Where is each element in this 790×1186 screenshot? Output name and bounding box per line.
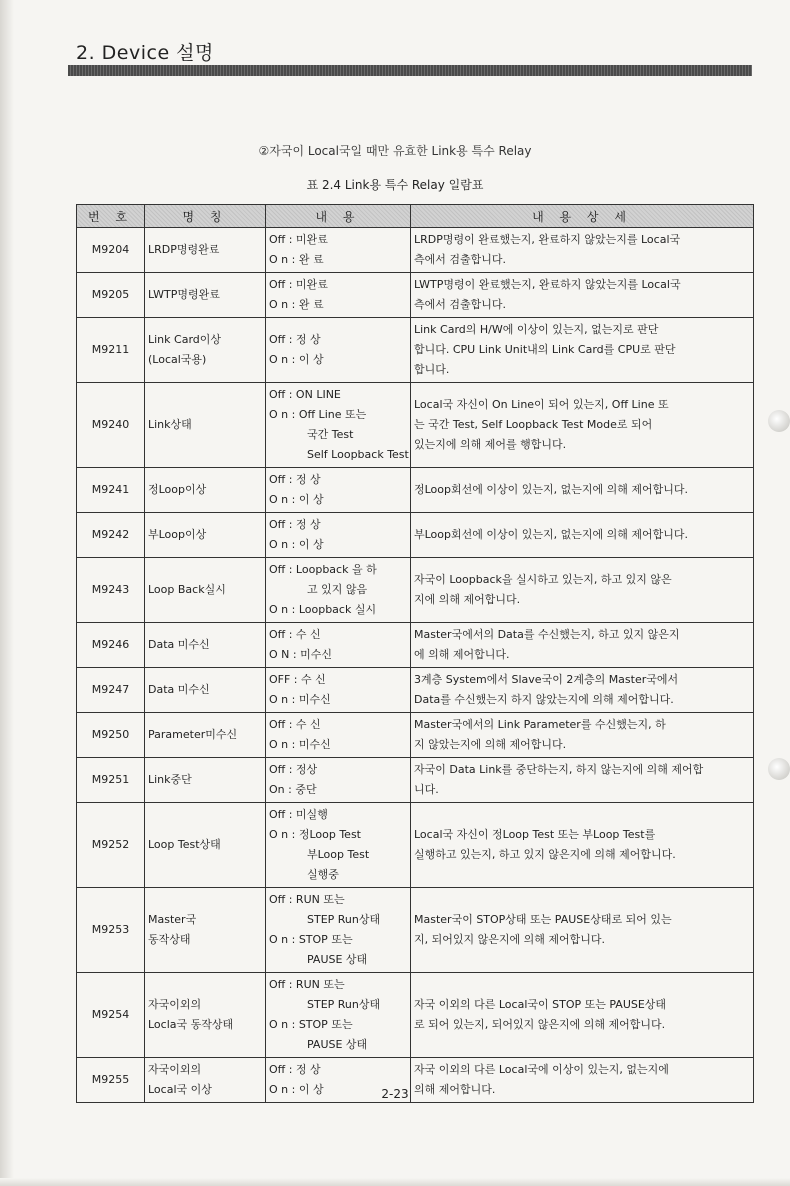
relay-status-line: Off : 미실행 bbox=[269, 808, 328, 821]
table-row bbox=[77, 273, 754, 318]
relay-name bbox=[145, 468, 266, 513]
relay-detail-line: Local국 자신이 정Loop Test 또는 부Loop Test를 bbox=[414, 828, 656, 841]
relay-name-line: 정Loop이상 bbox=[148, 483, 207, 496]
relay-status-line: O n : STOP 또는 bbox=[269, 933, 353, 946]
relay-status bbox=[266, 888, 411, 973]
relay-name-line: LRDP명령완료 bbox=[148, 243, 220, 256]
relay-detail-line: 자국 이외의 다른 Local국에 이상이 있는지, 없는지에 bbox=[414, 1063, 669, 1076]
relay-detail-line: 자국 이외의 다른 Local국이 STOP 또는 PAUSE상태 bbox=[414, 998, 667, 1011]
relay-detail-line: Link Card의 H/W에 이상이 있는지, 없는지로 판단 bbox=[414, 323, 659, 336]
relay-detail bbox=[411, 623, 754, 668]
relay-status bbox=[266, 273, 411, 318]
relay-name-line: 동작상태 bbox=[148, 933, 191, 946]
page-number: 2-23 bbox=[381, 1087, 409, 1101]
relay-number: M9254 bbox=[77, 973, 145, 1058]
relay-name-line: 부Loop이상 bbox=[148, 528, 207, 541]
relay-name-line: Master국 bbox=[148, 913, 197, 926]
relay-detail-line: 있는지에 의해 제어를 행합니다. bbox=[414, 438, 567, 451]
table-row bbox=[77, 713, 754, 758]
relay-detail bbox=[411, 468, 754, 513]
relay-number: M9250 bbox=[77, 713, 145, 758]
chapter-title: 2. Device 설명 bbox=[76, 42, 214, 64]
relay-detail-line: LRDP명령이 완료했는지, 완료하지 않았는지를 Local국 bbox=[414, 233, 681, 246]
page-bottom-shadow bbox=[0, 1178, 790, 1186]
header-number: 번 호 bbox=[77, 205, 145, 228]
relay-detail-line: 지 않았는지에 의해 제어합니다. bbox=[414, 738, 567, 751]
relay-status-line: O n : Loopback 실시 bbox=[269, 603, 377, 616]
relay-status-line: On : 중단 bbox=[269, 783, 317, 796]
relay-detail-line: 지, 되어있지 않은지에 의해 제어합니다. bbox=[414, 933, 605, 946]
relay-name-line: Link상태 bbox=[148, 418, 192, 431]
relay-name-line: (Local국용) bbox=[148, 353, 207, 366]
relay-status bbox=[266, 228, 411, 273]
relay-detail-line: LWTP명령이 완료했는지, 완료하지 않았는지를 Local국 bbox=[414, 278, 681, 291]
relay-number: M9246 bbox=[77, 623, 145, 668]
relay-name bbox=[145, 273, 266, 318]
table-row bbox=[77, 513, 754, 558]
relay-name bbox=[145, 668, 266, 713]
relay-status-line: O n : 이 상 bbox=[269, 353, 324, 366]
relay-name-line: Loop Test상태 bbox=[148, 838, 221, 851]
relay-detail bbox=[411, 758, 754, 803]
relay-name bbox=[145, 623, 266, 668]
header-content: 내 용 bbox=[266, 205, 411, 228]
relay-number: M9242 bbox=[77, 513, 145, 558]
relay-detail-line: 자국이 Data Link를 중단하는지, 하지 않는지에 의해 제어합 bbox=[414, 763, 704, 776]
relay-status-line: O n : 완 료 bbox=[269, 298, 324, 311]
relay-number: M9240 bbox=[77, 383, 145, 468]
table-row bbox=[77, 558, 754, 623]
relay-detail bbox=[411, 513, 754, 558]
relay-detail bbox=[411, 803, 754, 888]
relay-detail-line: Master국에서의 Data를 수신했는지, 하고 있지 않은지 bbox=[414, 628, 680, 641]
relay-status bbox=[266, 318, 411, 383]
relay-detail-line: 부Loop회선에 이상이 있는지, 없는지에 의해 제어합니다. bbox=[414, 528, 688, 541]
relay-detail-line: 실행하고 있는지, 하고 있지 않은지에 의해 제어합니다. bbox=[414, 848, 676, 861]
relay-status bbox=[266, 803, 411, 888]
relay-name bbox=[145, 318, 266, 383]
relay-detail bbox=[411, 668, 754, 713]
relay-status-line: OFF : 수 신 bbox=[269, 673, 326, 686]
table-caption: 표 2.4 Link용 특수 Relay 일람표 bbox=[306, 178, 484, 192]
relay-status-line: O n : 미수신 bbox=[269, 738, 331, 751]
relay-status bbox=[266, 383, 411, 468]
relay-name bbox=[145, 228, 266, 273]
relay-detail-line: 는 국간 Test, Self Loopback Test Mode로 되어 bbox=[414, 418, 653, 431]
relay-status bbox=[266, 513, 411, 558]
punch-hole-upper bbox=[768, 410, 790, 432]
relay-detail-line: 에 의해 제어합니다. bbox=[414, 648, 510, 661]
relay-number: M9255 bbox=[77, 1058, 145, 1103]
relay-status-line: Off : RUN 또는 bbox=[269, 978, 345, 991]
relay-status bbox=[266, 758, 411, 803]
relay-name-line: Data 미수신 bbox=[148, 638, 210, 651]
relay-status bbox=[266, 468, 411, 513]
relay-detail bbox=[411, 558, 754, 623]
relay-status-line: O N : 미수신 bbox=[269, 648, 332, 661]
relay-status-line: 실행중 bbox=[307, 868, 339, 881]
table-row bbox=[77, 668, 754, 713]
relay-name-line: Link중단 bbox=[148, 773, 192, 786]
relay-status-line: Off : 정 상 bbox=[269, 1063, 321, 1076]
table-header-row bbox=[77, 205, 754, 228]
relay-status-line: O n : Off Line 또는 bbox=[269, 408, 367, 421]
relay-detail bbox=[411, 273, 754, 318]
relay-name-line: Data 미수신 bbox=[148, 683, 210, 696]
relay-number: M9253 bbox=[77, 888, 145, 973]
relay-status bbox=[266, 558, 411, 623]
relay-status-line: STEP Run상태 bbox=[307, 913, 381, 926]
relay-status-line: Off : 정 상 bbox=[269, 518, 321, 531]
relay-detail-line: 정Loop회선에 이상이 있는지, 없는지에 의해 제어합니다. bbox=[414, 483, 688, 496]
relay-number: M9205 bbox=[77, 273, 145, 318]
punch-hole-lower bbox=[768, 758, 790, 780]
relay-status-line: Off : 수 신 bbox=[269, 718, 321, 731]
relay-name bbox=[145, 713, 266, 758]
relay-status-line: PAUSE 상태 bbox=[307, 1038, 368, 1051]
relay-detail-line: 의해 제어합니다. bbox=[414, 1083, 496, 1096]
relay-status-line: O n : STOP 또는 bbox=[269, 1018, 353, 1031]
relay-status bbox=[266, 713, 411, 758]
relay-detail bbox=[411, 973, 754, 1058]
relay-status-line: 국간 Test bbox=[307, 428, 354, 441]
relay-name bbox=[145, 758, 266, 803]
relay-detail bbox=[411, 318, 754, 383]
relay-detail-line: 측에서 검출합니다. bbox=[414, 298, 507, 311]
relay-status-line: Off : ON LINE bbox=[269, 388, 341, 401]
table-row bbox=[77, 803, 754, 888]
table-row bbox=[77, 888, 754, 973]
relay-detail-line: Master국이 STOP상태 또는 PAUSE상태로 되어 있는 bbox=[414, 913, 672, 926]
relay-detail-line: Data를 수신했는지 하지 않았는지에 의해 제어합니다. bbox=[414, 693, 674, 706]
table-row bbox=[77, 973, 754, 1058]
relay-detail bbox=[411, 383, 754, 468]
relay-status-line: Self Loopback Test bbox=[307, 448, 409, 461]
relay-detail-line: 합니다. bbox=[414, 363, 450, 376]
relay-number: M9247 bbox=[77, 668, 145, 713]
relay-status bbox=[266, 623, 411, 668]
relay-status-line: O n : 미수신 bbox=[269, 693, 331, 706]
table-row bbox=[77, 383, 754, 468]
relay-number: M9252 bbox=[77, 803, 145, 888]
header-name: 명 칭 bbox=[145, 205, 266, 228]
table-row bbox=[77, 228, 754, 273]
relay-name bbox=[145, 973, 266, 1058]
relay-detail-line: 3계층 System에서 Slave국이 2계층의 Master국에서 bbox=[414, 673, 679, 686]
relay-status-line: PAUSE 상태 bbox=[307, 953, 368, 966]
relay-name-line: Parameter미수신 bbox=[148, 728, 238, 741]
relay-number: M9251 bbox=[77, 758, 145, 803]
relay-detail bbox=[411, 713, 754, 758]
relay-status-line: 고 있지 않음 bbox=[307, 583, 368, 596]
relay-detail bbox=[411, 888, 754, 973]
table-row bbox=[77, 623, 754, 668]
relay-status-line: O n : 이 상 bbox=[269, 493, 324, 506]
relay-status-line: Off : 정상 bbox=[269, 763, 318, 776]
relay-name bbox=[145, 803, 266, 888]
relay-name-line: Local국 이상 bbox=[148, 1083, 212, 1096]
relay-status-line: STEP Run상태 bbox=[307, 998, 381, 1011]
relay-name-line: LWTP명령완료 bbox=[148, 288, 220, 301]
relay-name bbox=[145, 888, 266, 973]
relay-name-line: Link Card이상 bbox=[148, 333, 222, 346]
relay-status-line: Off : 미완료 bbox=[269, 233, 328, 246]
relay-status bbox=[266, 668, 411, 713]
relay-name bbox=[145, 558, 266, 623]
relay-name bbox=[145, 383, 266, 468]
relay-detail-line: 니다. bbox=[414, 783, 439, 796]
relay-name-line: 자국이외의 bbox=[148, 1063, 202, 1076]
relay-status-line: O n : 정Loop Test bbox=[269, 828, 361, 841]
relay-status-line: O n : 이 상 bbox=[269, 538, 324, 551]
link-relay-table bbox=[76, 204, 754, 1103]
table-body bbox=[77, 228, 754, 1103]
relay-status-line: Off : RUN 또는 bbox=[269, 893, 345, 906]
relay-status-line: Off : 정 상 bbox=[269, 333, 321, 346]
relay-detail-line: 측에서 검출합니다. bbox=[414, 253, 507, 266]
relay-detail-line: Master국에서의 Link Parameter를 수신했는지, 하 bbox=[414, 718, 666, 731]
section-title: ②자국이 Local국일 때만 유효한 Link용 특수 Relay bbox=[258, 144, 532, 158]
relay-name-line: 자국이외의 bbox=[148, 998, 202, 1011]
relay-status-line: O n : 완 료 bbox=[269, 253, 324, 266]
relay-status-line: Off : 정 상 bbox=[269, 473, 321, 486]
relay-status-line: Off : Loopback 을 하 bbox=[269, 563, 377, 576]
relay-detail-line: Local국 자신이 On Line이 되어 있는지, Off Line 또 bbox=[414, 398, 669, 411]
relay-status-line: 부Loop Test bbox=[307, 848, 370, 861]
relay-number: M9204 bbox=[77, 228, 145, 273]
relay-number: M9241 bbox=[77, 468, 145, 513]
relay-number: M9211 bbox=[77, 318, 145, 383]
relay-name-line: Loop Back실시 bbox=[148, 583, 226, 596]
table-row bbox=[77, 318, 754, 383]
relay-status-line: Off : 미완료 bbox=[269, 278, 328, 291]
relay-detail-line: 자국이 Loopback을 실시하고 있는지, 하고 있지 않은 bbox=[414, 573, 672, 586]
relay-name bbox=[145, 513, 266, 558]
table-row bbox=[77, 758, 754, 803]
header-rule bbox=[68, 65, 752, 76]
relay-detail-line: 지에 의해 제어합니다. bbox=[414, 593, 521, 606]
relay-detail bbox=[411, 228, 754, 273]
relay-detail-line: 합니다. CPU Link Unit내의 Link Card를 CPU로 판단 bbox=[414, 343, 676, 356]
relay-number: M9243 bbox=[77, 558, 145, 623]
relay-detail-line: 로 되어 있는지, 되어있지 않은지에 의해 제어합니다. bbox=[414, 1018, 666, 1031]
table-row bbox=[77, 468, 754, 513]
header-detail: 내 용 상 세 bbox=[411, 205, 754, 228]
relay-status-line: Off : 수 신 bbox=[269, 628, 321, 641]
relay-name-line: Locla국 동작상태 bbox=[148, 1018, 234, 1031]
relay-status bbox=[266, 973, 411, 1058]
relay-status-line: O n : 이 상 bbox=[269, 1083, 324, 1096]
